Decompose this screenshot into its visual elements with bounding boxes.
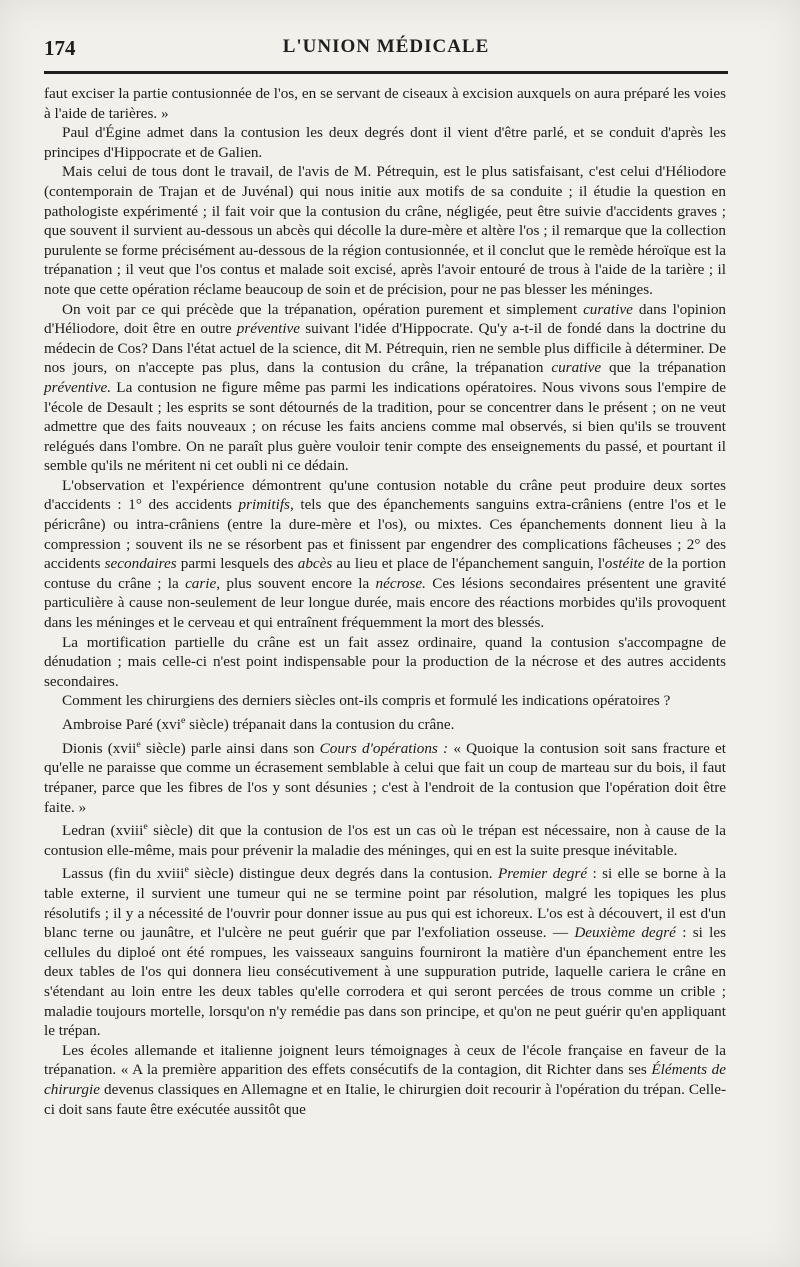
text-segment: Cours d'opérations : <box>319 739 449 757</box>
text-segment: siècle) parle ainsi dans son <box>140 739 320 757</box>
text-segment: : si elle se borne à la table externe, il survient une tumeur qui ne se termine point par résolution, malgré les topiques les plus résolutifs ; il y a nécessité de l'ouvrir pour donner issue au pus qui est ichoreux. L'os est à découvert, il est d'un blanc terne ou jaunâtre, et l'ulcère ne peut guérir que par l'exfoliation osseuse. — <box>44 865 726 942</box>
text-segment: Comment les chirurgiens des derniers siècles ont-ils compris et formulé les indications opératoires ? <box>62 692 671 710</box>
paragraph-p12 <box>44 1041 726 1119</box>
paragraph-p4 <box>44 300 726 476</box>
text-segment: curative <box>551 359 602 377</box>
paragraph-p5 <box>44 476 726 633</box>
text-segment: « Quoique la contusion soit sans fracture et qu'elle ne paraisse que comme un écrasement semblable à celui que fait un coup de marteau sur du bois, il faut trépaner, parce que les fibres de l'os y sont désunies ; c'est à l'endroit de la contusion que l'opération doit être faite. » <box>44 739 726 816</box>
paragraph-p3 <box>44 162 726 299</box>
paragraph-p1 <box>44 84 726 123</box>
text-segment: Dionis (xvii <box>62 739 137 757</box>
text-segment: préventive. <box>44 378 112 396</box>
text-segment: On voit par ce qui précède que la trépanation, opération purement et simplement <box>62 300 584 318</box>
text-segment: que la trépanation <box>601 359 726 377</box>
text-segment: primitifs <box>238 496 290 514</box>
text-segment: e <box>180 715 186 726</box>
text-segment: Éléments de chirurgie <box>44 1061 726 1098</box>
text-segment: , tels que des épanchements sanguins extra-crâniens (entre l'os et le péricrâne) ou intra-crâniens (entre la dure-mère et l'os), ou mixtes. Ces épanchements donnent lieu à la compression ; souvent ils ne se résorbent pas et finissent par engendrer des complications fâcheuses ; 2° des accidents <box>44 496 726 573</box>
text-segment: Ambroise Paré (xvi <box>62 716 181 734</box>
text-segment: devenus classiques en Allemagne et en Italie, le chirurgien doit recourir à l'opération du trépan. Celle-ci doit sans faute être exécutée aussitôt que <box>44 1080 726 1118</box>
text-segment: Premier degré <box>497 865 588 883</box>
text-segment: faut exciser la partie contusionnée de l'os, en se servant de ciseaux à excision auxquels on aura préparé les voies à l'aide de tarières. » <box>44 85 726 122</box>
text-segment: La mortification partielle du crâne est un fait assez ordinaire, quand la contusion s'accompagne de dénudation ; mais celle-ci n'est point indispensable pour la production de la nécrose et des autres accidents secondaires. <box>44 633 726 690</box>
text-segment: préventive <box>236 320 301 338</box>
text-segment: Les écoles allemande et italienne joignent leurs témoignages à ceux de l'école française en faveur de la trépanation. « A la première apparition des effets consécutifs de la contagion, dit Richter dans ses <box>44 1041 726 1079</box>
text-segment: suivant l'idée d'Hippocrate. Qu'y a-t-il de fondé dans la doctrine du médecin de Cos? Dans l'état actuel de la science, dit M. Pétrequin, rien ne semble plus difficile à déterminer. De nos jours, on n'accepte pas plus, dans la contusion du crâne, la trépanation <box>44 320 726 377</box>
text-segment: siècle) distingue deux degrés dans la contusion. <box>188 865 498 883</box>
text-segment: Ces lésions secondaires présentent une gravité particulière à cause non-seulement de leur longue durée, mais encore des réactions morbides qu'ils provoquent dans les méninges et le cerveau et qui entraînent fréquemment la mort des blessés. <box>44 574 726 632</box>
text-segment: Ledran (xviii <box>62 822 144 840</box>
paragraph-p9 <box>44 735 726 817</box>
paragraph-p10 <box>44 817 726 860</box>
text-segment: secondaires <box>104 555 177 573</box>
text-segment: Deuxième degré <box>574 924 676 942</box>
paragraph-p6 <box>44 633 726 692</box>
text-segment: Paul d'Égine admet dans la contusion les deux degrés dont il vient d'être parlé, et se conduit d'après les principes d'Hippocrate et de Galien. <box>44 124 726 161</box>
text-segment: dans l'opinion d'Héliodore, doit être en outre <box>44 300 727 338</box>
text-segment: L'observation et l'expérience démontrent qu'une contusion notable du crâne peut produire deux sortes d'accidents : 1° des accidents <box>44 476 726 514</box>
header-rule <box>44 71 728 74</box>
text-segment: au lieu et place de l'épanchement sanguin, l' <box>332 555 605 573</box>
text-segment: siècle) trépanait dans la contusion du crâne. <box>185 716 455 734</box>
text-segment: e <box>136 738 141 750</box>
text-segment: , plus souvent encore la <box>216 574 376 592</box>
text-segment: curative <box>583 300 633 318</box>
text-segment: parmi lesquels des <box>176 555 298 573</box>
paragraph-p2 <box>44 123 726 162</box>
page-number: 174 <box>44 36 76 60</box>
page-header <box>44 32 728 64</box>
text-segment: ostéite <box>604 555 645 573</box>
text-segment: : si les cellules du diploé ont été rompues, les vaisseaux sanguins fourniront la matière d'un épanchement entre les deux tables de l'os qui donnera lieu consécutivement à une suppuration putride, laquelle cariera le crâne en s'étendant au loin entre les deux tables qu'elle corrodera et qui seront percées de trous comme un crible ; maladie toujours mortelle, lorsqu'on n'y remédie pas dans son principe, et qu'on ne peut guérir qu'en appliquant le trépan. <box>44 924 726 1040</box>
text-segment: Mais celui de tous dont le travail, de l'avis de M. Pétrequin, est le plus satisfaisant, c'est celui d'Héliodore (contemporain de Trajan et de Juvénal) qui nous initie aux motifs de sa conduite ; il étudie la question en pathologiste expérimenté ; il fait voir que la contusion du crâne, négligée, peut être suivie d'accidents graves ; que souvent il survient au-dessous un abcès qui décolle la dure-mère et altère l'os ; il remarque que la collection purulente se forme précisément au-dessous de la région contusionnée, et il conclut que le remède héroïque est la trépanation ; il veut que l'os contus et malade soit excisé, après l'avoir entouré de trous à l'aide de la tarière ; il note que cette opération réclame beaucoup de soin et de précision, pour ne pas blesser les méninges. <box>44 163 726 298</box>
text-segment: carie <box>185 574 217 592</box>
text-segment: e <box>184 864 189 876</box>
text-segment: siècle) dit que la contusion de l'os est un cas où le trépan est nécessaire, non à cause de la contusion elle-même, mais pour prévenir la maladie des méninges, qui en est la suite presque inévitable. <box>44 822 726 859</box>
running-title: L'UNION MÉDICALE <box>282 36 490 57</box>
paragraph-p11 <box>44 860 726 1040</box>
text-segment: e <box>143 821 148 833</box>
text-segment: nécrose. <box>375 574 426 592</box>
paragraph-p7 <box>44 691 726 711</box>
paragraph-p8 <box>44 711 726 735</box>
text-segment: La contusion ne figure même pas parmi les indications opératoires. Nous vivons sous l'empire de l'école de Desault ; les esprits se sont détournés de la tradition, pour se concentrer dans le présent ; on ne veut admettre que des faits nouveaux ; on récuse les faits anciens comme mal observés, si bien qu'ils se trouvent relégués dans l'ombre. On ne paraît plus guère vouloir tenir compte des enseignements du passé, et pourtant il semble qu'ils ne méritent ni cet oubli ni ce dédain. <box>44 378 726 475</box>
text-segment: abcès <box>297 555 333 573</box>
text-segment: Lassus (fin du xviii <box>62 865 185 883</box>
text-segment: de la portion contuse du crâne ; la <box>44 555 726 592</box>
body-text <box>44 84 726 1119</box>
